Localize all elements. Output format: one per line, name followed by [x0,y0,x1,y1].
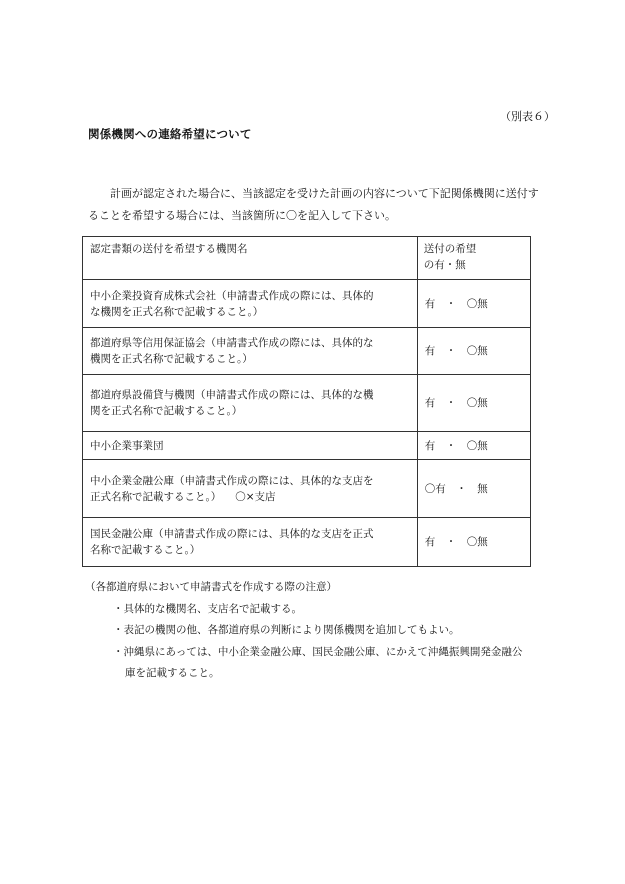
notes-section [85,577,563,685]
institution-cell: 中小企業金融公庫（申請書式作成の際には、具体的な支店を 正式名称で記載すること。） 〇×支店 [83,460,418,518]
institution-line-2: 正式名称で記載すること。） 〇×支店 [90,490,276,503]
preference-cell: 〇有 ・ 無 [417,460,530,518]
intro-line-1: 計画が認定された場合に、当該認定を受けた計画の内容について下記関係機関に送付す [110,187,539,200]
branch-note: 〇×支店 [235,490,276,503]
table-row [83,328,531,375]
preference-cell: 有 ・ 〇無 [417,432,530,460]
list-item: ・表記の機関の他、各都道府県の判断により関係機関を追加してもよい。 [113,624,460,636]
preference-cell: 有 ・ 〇無 [417,280,530,328]
intro-line-2: ることを希望する場合には、当該箇所に〇を記入して下さい。 [88,209,396,222]
notes-list [85,599,563,685]
header-preference: 送付の希望 の有・無 [417,237,530,280]
header-institution-name: 認定書類の送付を希望する機関名 [83,237,418,280]
preference-cell: 有 ・ 〇無 [417,518,530,567]
list-item-continuation: 庫を記載すること。 [125,667,220,679]
notes-title: （各都道府県において申請書式を作成する際の注意） [85,581,337,593]
table-row [83,460,531,518]
preference-cell: 有 ・ 〇無 [417,328,530,375]
institution-table [82,236,531,567]
institution-cell: 中小企業投資育成株式会社（申請書式作成の際には、具体的 な機関を正式名称で記載すること。） [83,280,418,328]
institution-cell: 国民金融公庫（申請書式作成の際には、具体的な支店を正式 名称で記載すること。） [83,518,418,567]
institution-cell: 都道府県設備貸与機関（申請書式作成の際には、具体的な機 関を正式名称で記載すること。） [83,375,418,432]
preference-cell: 有 ・ 〇無 [417,375,530,432]
table-row [83,375,531,432]
table-row [83,280,531,328]
appendix-label: （別表６） [500,110,555,123]
institution-cell: 都道府県等信用保証協会（申請書式作成の際には、具体的な 機関を正式名称で記載すること。） [83,328,418,375]
institution-cell: 中小企業事業団 [83,432,418,460]
document-title: 関係機関への連絡希望について [88,127,252,141]
table-row [83,432,531,460]
intro-paragraph [88,183,568,227]
table-row [83,518,531,567]
list-item: ・沖縄県にあっては、中小企業金融公庫、国民金融公庫、にかえて沖縄振興開発金融公 庫を記載すること。 [113,642,563,685]
list-item: ・具体的な機関名、支店名で記載する。 [113,602,302,615]
table-header-row [83,237,531,280]
